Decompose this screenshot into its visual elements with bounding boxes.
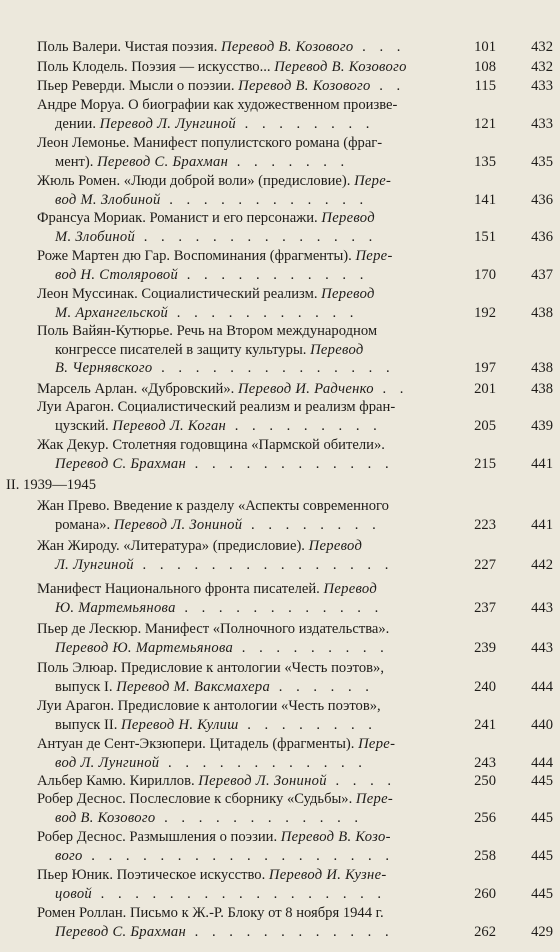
entry-title: Альбер Камю. Кириллов. [37, 773, 195, 789]
entry-title: Пьер де Лескюр. Манифест «Полночного издательства». [37, 621, 390, 637]
page-number: 215 [474, 455, 496, 472]
entry-line [37, 620, 460, 639]
toc-entry [37, 735, 460, 772]
toc-entry [37, 134, 460, 171]
entry-title: цузский. [55, 417, 109, 434]
note-page-number: 444 [531, 754, 553, 771]
entry-line [37, 341, 460, 360]
note-page-number: 437 [531, 266, 553, 283]
entry-title: Ромен Роллан. Письмо к Ж.-Р. Блоку от 8 ноября 1944 г. [37, 905, 384, 921]
toc-entry [37, 96, 460, 133]
entry-line [37, 772, 460, 791]
entry-title: Поль Элюар. Предисловие к антологии «Честь поэтов», [37, 660, 384, 676]
translator: М. Архангельской [55, 304, 169, 321]
entry-line [37, 266, 460, 285]
toc-entry [37, 659, 460, 696]
translator: Пере- [355, 248, 393, 264]
entry-title: Поль Вайян-Кутюрье. Речь на Втором международном [37, 323, 378, 339]
translator: вод Л. Лунгиной [55, 754, 160, 771]
translator: Перевод И. Радченко [237, 381, 374, 397]
dot-leader: . . [370, 78, 406, 94]
entry-line [37, 790, 460, 809]
entry-line [37, 58, 460, 77]
entry-line [37, 697, 460, 716]
entry-line [37, 659, 460, 678]
entry-line [37, 153, 460, 172]
dot-leader: . . . . . . . . . . . . [160, 191, 369, 208]
translator: вод Н. Столяровой [55, 266, 179, 283]
translator: Перевод Ю. Мартемьянова [55, 639, 234, 656]
translator: Перевод [323, 581, 378, 597]
page-number: 240 [474, 678, 496, 695]
page-number: 227 [474, 556, 496, 573]
page-number: 151 [474, 228, 496, 245]
entry-line [37, 580, 460, 599]
translator: Перевод Л. Зониной [113, 516, 243, 533]
entry-title: Манифест Национального фронта писателей. [37, 581, 320, 597]
page-number: 237 [474, 599, 496, 616]
page-number: 243 [474, 754, 496, 771]
entry-line [37, 516, 460, 535]
note-page-number: 438 [531, 360, 553, 376]
entry-line [37, 556, 460, 575]
translator: Пере- [354, 173, 392, 189]
translator: Перевод Л. Зониной [198, 773, 327, 789]
toc-entry [37, 620, 460, 657]
toc-entry [37, 172, 460, 209]
entry-line [37, 77, 460, 96]
entry-title: Поль Клодель. Поэзия — искусство... [37, 59, 271, 75]
toc-entry [37, 497, 460, 534]
translator: Л. Лунгиной [55, 556, 134, 573]
toc-entry [37, 580, 460, 617]
entry-title: Робер Деснос. Размышления о поэзии. [37, 829, 278, 845]
entry-title: Роже Мартен дю Гар. Воспоминания (фрагменты). [37, 248, 352, 264]
page-number: 223 [474, 516, 496, 533]
entry-line [37, 359, 460, 378]
entry-title: конгрессе писателей в защиту культуры. [55, 341, 307, 358]
entry-line [37, 228, 460, 247]
page-number: 197 [474, 360, 496, 376]
toc-entry [37, 58, 460, 77]
entry-title: Жан Прево. Введение к разделу «Аспекты современного [37, 498, 389, 514]
entry-line [37, 497, 460, 516]
entry-line [37, 96, 460, 115]
entry-title: Жан Жироду. «Литература» (предисловие). [37, 538, 305, 554]
note-page-number: 435 [531, 153, 553, 170]
note-page-number: 445 [531, 809, 553, 826]
toc-entry [37, 436, 460, 473]
entry-line [37, 172, 460, 191]
entry-line [37, 455, 460, 474]
page-number: 101 [474, 39, 496, 55]
entry-title: Марсель Арлан. «Дубровский». [37, 381, 235, 397]
toc-entry [37, 285, 460, 322]
dot-leader: . . . . . . . . . . . . [155, 809, 364, 826]
page-number: 135 [474, 153, 496, 170]
page-number: 141 [474, 191, 496, 208]
entry-title: Робер Деснос. Послесловие к сборнику «Судьбы». [37, 791, 353, 807]
note-page-number: 442 [531, 556, 553, 573]
translator: Ю. Мартемьянова [55, 599, 176, 616]
dot-leader: . . . . . . . . . . . . . . . [133, 556, 394, 573]
dot-leader: . . . . . . . [228, 153, 350, 170]
translator: М. Злобиной [55, 228, 136, 245]
dot-leader: . . . . . . . . [242, 516, 381, 533]
translator: Перевод В. Козового [274, 59, 407, 75]
toc-entry [37, 398, 460, 435]
translator: Перевод [310, 341, 364, 358]
entry-line [37, 809, 460, 828]
entry-line [37, 923, 460, 942]
note-page-number: 433 [531, 115, 553, 132]
page-number: 258 [474, 847, 496, 864]
entry-line [37, 754, 460, 773]
entry-line [37, 678, 460, 697]
entry-line [37, 885, 460, 904]
note-page-number: 445 [531, 773, 553, 789]
translator: Пере- [358, 736, 396, 752]
entry-title: выпуск II. [55, 716, 118, 733]
entry-line [37, 599, 460, 618]
page-number: 241 [474, 716, 496, 733]
translator: цовой [55, 885, 93, 902]
note-page-number: 439 [531, 417, 553, 434]
entry-line [37, 115, 460, 134]
page-number: 201 [474, 381, 496, 397]
page-number: 170 [474, 266, 496, 283]
page-number: 262 [474, 923, 496, 940]
translator: Перевод В. Козо- [280, 829, 391, 845]
entry-line [37, 866, 460, 885]
entry-title: Жак Декур. Столетняя годовщина «Пармской обители». [37, 437, 385, 453]
translator: Перевод М. Ваксмахера [116, 678, 271, 695]
entry-line [37, 285, 460, 304]
translator: Перевод В. Козового [238, 78, 371, 94]
entry-line [37, 191, 460, 210]
translator: вод М. Злобиной [55, 191, 161, 208]
toc-entry [37, 790, 460, 827]
entry-title: Поль Валери. Чистая поэзия. [37, 39, 218, 55]
translator: вого [55, 847, 83, 864]
note-page-number: 445 [531, 885, 553, 902]
entry-line [37, 639, 460, 658]
entry-line [37, 537, 460, 556]
entry-line [37, 735, 460, 754]
translator: Перевод [308, 538, 363, 554]
entry-title: выпуск I. [55, 678, 113, 695]
dot-leader: . . . . . . . . [238, 716, 377, 733]
page-number: 256 [474, 809, 496, 826]
note-page-number: 433 [531, 78, 553, 94]
dot-leader: . . [373, 381, 409, 397]
dot-leader: . . . . . . . . . . . . [186, 923, 394, 940]
entry-line [37, 380, 460, 399]
entry-title: мент). [55, 153, 94, 170]
translator: В. Чернявского [55, 360, 153, 376]
dot-leader: . . . . . . . . . . . . . . . . . . [82, 847, 394, 864]
entry-line [37, 134, 460, 153]
entry-title: Жюль Ромен. «Люди доброй воли» (предисловие). [37, 173, 351, 189]
translator: Перевод С. Брахман [55, 923, 187, 940]
entry-line [37, 209, 460, 228]
note-page-number: 443 [531, 639, 553, 656]
translator: Перевод [321, 210, 375, 226]
page-number: 121 [474, 115, 496, 132]
dot-leader: . . . . . . . . . [233, 639, 389, 656]
entry-title: Пьер Реверди. Мысли о поэзии. [37, 78, 235, 94]
page-number: 192 [474, 304, 496, 321]
entry-line [37, 38, 460, 57]
dot-leader: . . . . . . . . . . . . . . [152, 360, 395, 376]
note-page-number: 432 [531, 39, 553, 55]
note-page-number: 440 [531, 716, 553, 733]
dot-leader: . . . . . . . . . . . . [186, 455, 394, 472]
note-page-number: 436 [531, 191, 553, 208]
entry-title: Антуан де Сент-Экзюпери. Цитадель (фрагменты). [37, 736, 355, 752]
note-page-number: 438 [531, 304, 553, 321]
toc-entry [37, 537, 460, 574]
entry-line [37, 847, 460, 866]
toc-entry [37, 866, 460, 903]
translator: Перевод Л. Коган [112, 417, 227, 434]
note-page-number: 441 [531, 455, 553, 472]
toc-entry [37, 209, 460, 246]
translator: Перевод Л. Лунгиной [99, 115, 237, 132]
dot-leader: . . . [353, 39, 406, 55]
note-page-number: 429 [531, 923, 553, 940]
translator: Перевод В. Козового [221, 39, 354, 55]
toc-entry [37, 38, 460, 57]
entry-line [37, 247, 460, 266]
entry-title: Луи Арагон. Социалистический реализм и реализм фран- [37, 399, 396, 415]
entry-title: Пьер Юник. Поэтическое искусство. [37, 867, 266, 883]
dot-leader: . . . . . . . . . . . . [175, 599, 384, 616]
toc-entry [37, 697, 460, 734]
translator: Пере- [355, 791, 394, 807]
note-page-number: 444 [531, 678, 553, 695]
entry-line [37, 322, 460, 341]
page-number: 205 [474, 417, 496, 434]
translator: Перевод [321, 286, 375, 302]
entry-line [37, 304, 460, 323]
entry-title: романа». [55, 516, 111, 533]
toc-entry [37, 380, 460, 399]
dot-leader: . . . . . . . . . [226, 417, 382, 434]
page-number: 239 [474, 639, 496, 656]
entry-line [37, 828, 460, 847]
dot-leader: . . . . . . . . . . . . . . [135, 228, 378, 245]
entry-line [37, 398, 460, 417]
dot-leader: . . . . . . . . . . . . . . . . . [92, 885, 387, 902]
page-number: 115 [474, 78, 496, 94]
entry-title: дении. [55, 115, 96, 132]
entry-line [37, 436, 460, 455]
toc-entry [37, 904, 460, 941]
entry-title: Андре Моруа. О биографии как художественном произве- [37, 97, 398, 113]
translator: вод В. Козового [55, 809, 156, 826]
note-page-number: 432 [531, 59, 553, 75]
entry-line [37, 417, 460, 436]
entry-title: Франсуа Мориак. Романист и его персонажи. [37, 210, 318, 226]
entry-title: Леон Лемонье. Манифест популистского романа (фраг- [37, 135, 383, 151]
entry-title: Луи Арагон. Предисловие к антологии «Честь поэтов», [37, 698, 381, 714]
entry-line [37, 716, 460, 735]
entry-title: Леон Муссинак. Социалистический реализм. [37, 286, 318, 302]
toc-entry [37, 322, 460, 378]
toc-entry [37, 828, 460, 865]
translator: Перевод Н. Кулиш [121, 716, 239, 733]
translator: Перевод С. Брахман [97, 153, 229, 170]
toc-entry [37, 772, 460, 791]
note-page-number: 436 [531, 228, 553, 245]
note-page-number: 443 [531, 599, 553, 616]
translator: Перевод И. Кузне- [268, 867, 387, 883]
translator: Перевод С. Брахман [55, 455, 187, 472]
section-heading: II. 1939—1945 [6, 477, 96, 493]
page-number: 108 [474, 59, 496, 75]
note-page-number: 441 [531, 516, 553, 533]
note-page-number: 438 [531, 381, 553, 397]
dot-leader: . . . . . . [270, 678, 374, 695]
entry-line [37, 904, 460, 923]
dot-leader: . . . . . . . . . . . [178, 266, 369, 283]
dot-leader: . . . . . . . . . . . . [159, 754, 367, 771]
page-number: 260 [474, 885, 496, 902]
dot-leader: . . . . . . . . [236, 115, 375, 132]
dot-leader: . . . . . . . . . . . [168, 304, 359, 321]
toc-entry [37, 77, 460, 96]
dot-leader: . . . . [326, 773, 397, 789]
page-number: 250 [474, 773, 496, 789]
toc-entry [37, 247, 460, 284]
note-page-number: 445 [531, 847, 553, 864]
